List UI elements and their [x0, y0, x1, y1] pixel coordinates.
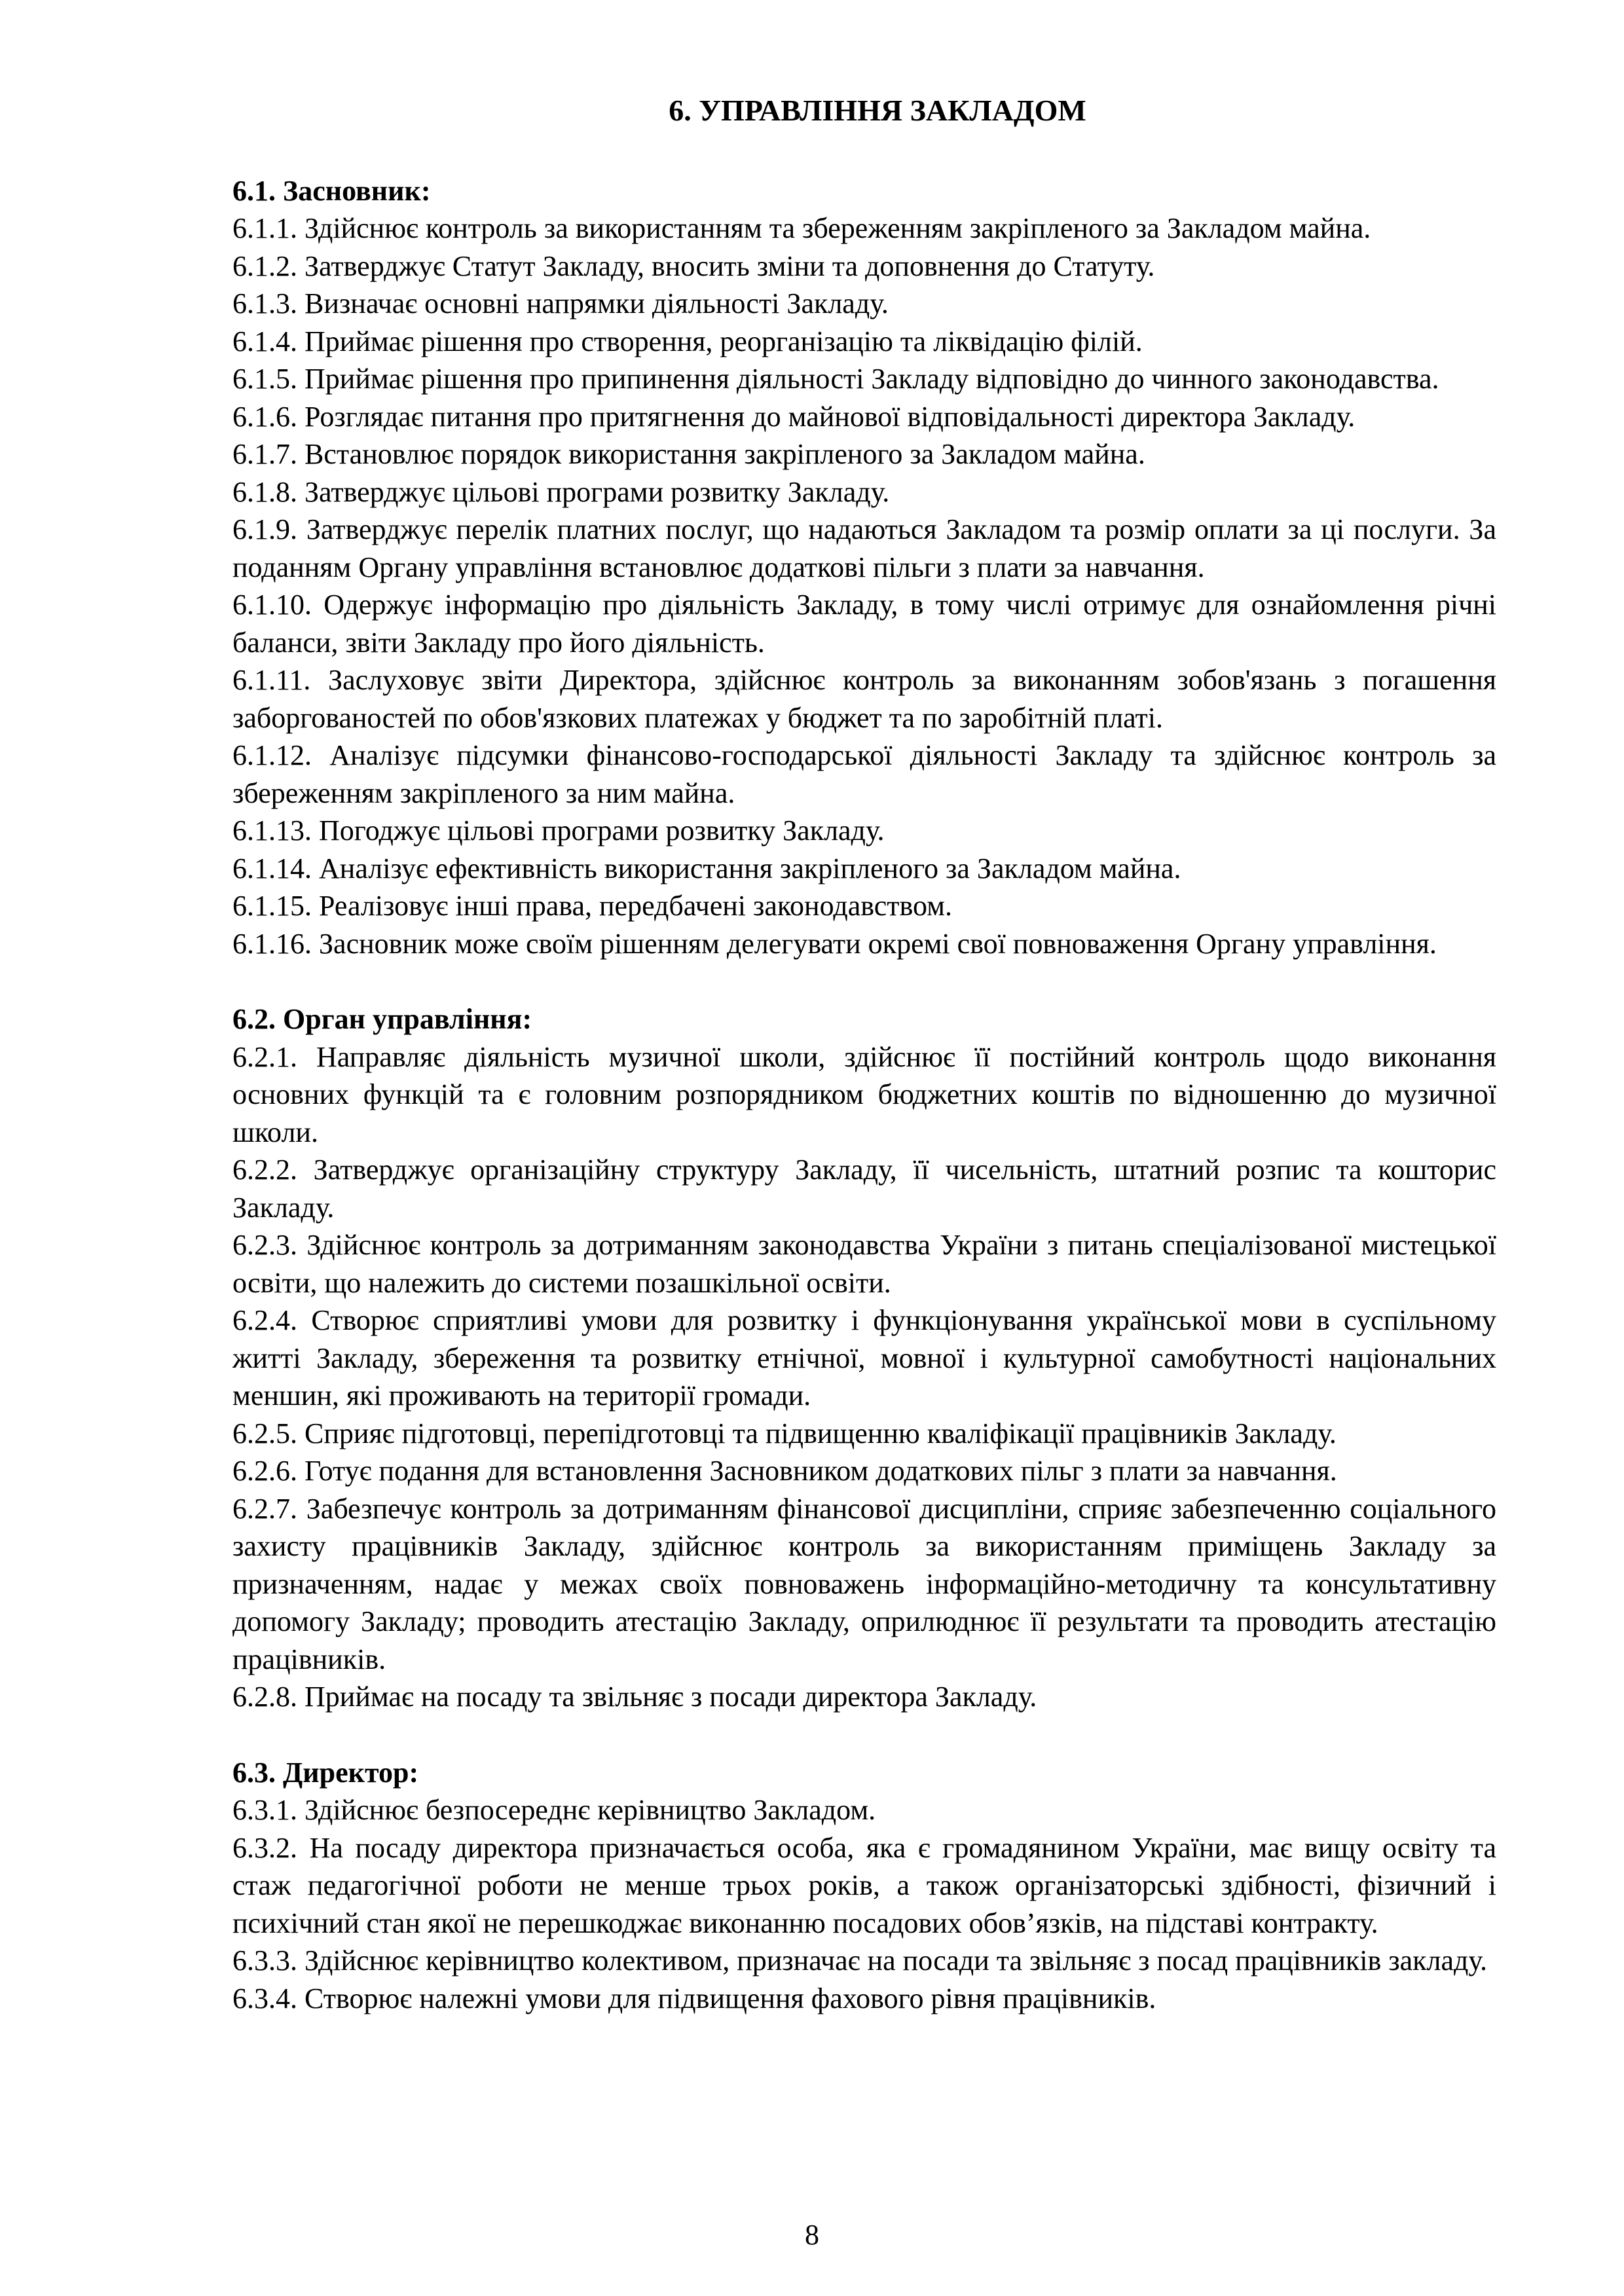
paragraph: 6.3.2. На посаду директора призначається особа, яка є громадянином України, має вищу освіту та стаж педагогічної роботи не менше трьох років, а також організаторські здібності, фізичний і психічний стан якої не перешкоджає виконанню посадових обов’язків, на підставі контракту. — [232, 1831, 1496, 1939]
paragraph: 6.2.4. Створює сприятливі умови для розвитку і функціонування української мови в суспільному житті Закладу, збереження та розвитку етнічної, мовної і культурної самобутності національних меншин, які проживають на території громади. — [232, 1304, 1496, 1412]
paragraph: 6.1.5. Приймає рішення про припинення діяльності Закладу відповідно до чинного законодавства. — [232, 363, 1439, 395]
chapter-title: 6. УПРАВЛІННЯ ЗАКЛАДОМ — [669, 94, 1086, 127]
paragraph: 6.1.15. Реалізовує інші права, передбачені законодавством. — [232, 890, 953, 922]
paragraph: 6.1.14. Аналізує ефективність використання закріпленого за Закладом майна. — [232, 852, 1181, 884]
document-content — [232, 92, 1496, 2017]
paragraph: 6.3.3. Здійснює керівництво колективом, призначає на посади та звільняє з посад працівників закладу. — [232, 1944, 1487, 1977]
section-management-body — [232, 1000, 1496, 1716]
paragraph: 6.2.3. Здійснює контроль за дотриманням законодавства України з питань спеціалізованої мистецької освіти, що належить до системи позашкільної освіти. — [232, 1229, 1496, 1299]
paragraph: 6.1.16. Засновник може своїм рішенням делегувати окремі свої повноваження Органу управління. — [232, 927, 1437, 960]
section-director — [232, 1754, 1496, 2018]
paragraph: 6.1.8. Затверджує цільові програми розвитку Закладу. — [232, 475, 890, 508]
section-spacer — [232, 962, 1496, 1000]
section-heading: 6.3. Директор: — [232, 1756, 419, 1789]
paragraph: 6.1.4. Приймає рішення про створення, реорганізацію та ліквідацію філій. — [232, 325, 1143, 357]
section-heading: 6.1. Засновник: — [232, 174, 431, 207]
paragraph: 6.1.7. Встановлює порядок використання закріпленого за Закладом майна. — [232, 438, 1145, 470]
paragraph: 6.1.13. Погоджує цільові програми розвитку Закладу. — [232, 814, 885, 847]
section-founder — [232, 172, 1496, 963]
paragraph: 6.1.6. Розглядає питання про притягнення до майнової відповідальності директора Закладу. — [232, 400, 1356, 433]
paragraph: 6.3.1. Здійснює безпосереднє керівництво Закладом. — [232, 1794, 876, 1826]
paragraph: 6.1.12. Аналізує підсумки фінансово-господарської діяльності Закладу та здійснює контроль за збереженням закріпленого за ним майна. — [232, 739, 1496, 809]
paragraph: 6.1.10. Одержує інформацію про діяльність Закладу, в тому числі отримує для ознайомлення річні баланси, звіти Закладу про його діяльність. — [232, 589, 1496, 659]
paragraph: 6.2.8. Приймає на посаду та звільняє з посади директора Закладу. — [232, 1681, 1037, 1713]
paragraph: 6.2.7. Забезпечує контроль за дотриманням фінансової дисципліни, сприяє забезпеченню соціального захисту працівників Закладу, здійснює контроль за використанням приміщень Закладу за призначенням, надає у межах своїх повноважень інформаційно-методичну та консультативну допомогу Закладу; проводить атестацію Закладу, оприлюднює її результати та проводить атестацію працівників. — [232, 1492, 1496, 1675]
paragraph: 6.2.1. Направляє діяльність музичної школи, здійснює її постійний контроль щодо виконання основних функцій та є головним розпорядником бюджетних коштів по відношенню до музичної школи. — [232, 1040, 1496, 1148]
paragraph: 6.2.6. Готує подання для встановлення Засновником додаткових пільг з плати за навчання. — [232, 1455, 1337, 1487]
paragraph: 6.2.2. Затверджує організаційну структуру Закладу, її чисельність, штатний розпис та кошторис Закладу. — [232, 1154, 1496, 1224]
paragraph: 6.1.2. Затверджує Статут Закладу, вносить зміни та доповнення до Статуту. — [232, 249, 1155, 282]
paragraph: 6.2.5. Сприяє підготовці, перепідготовці та підвищенню кваліфікації працівників Закладу. — [232, 1417, 1337, 1449]
section-heading: 6.2. Орган управління: — [232, 1003, 532, 1035]
paragraph: 6.3.4. Створює належні умови для підвищення фахового рівня працівників. — [232, 1982, 1156, 2014]
paragraph: 6.1.11. Заслуховує звіти Директора, здійснює контроль за виконанням зобов'язань з погашення заборгованостей по обов'язкових платежах у бюджет та по заробітній платі. — [232, 664, 1496, 734]
paragraph: 6.1.3. Визначає основні напрямки діяльності Закладу. — [232, 287, 889, 319]
page-number: 8 — [805, 2219, 819, 2251]
paragraph: 6.1.1. Здійснює контроль за використанням та збереженням закріпленого за Закладом майна. — [232, 212, 1371, 244]
paragraph: 6.1.9. Затверджує перелік платних послуг, що надаються Закладом та розмір оплати за ці послуги. За поданням Органу управління встановлює додаткові пільги з плати за навчання. — [232, 513, 1496, 583]
section-spacer — [232, 1716, 1496, 1754]
